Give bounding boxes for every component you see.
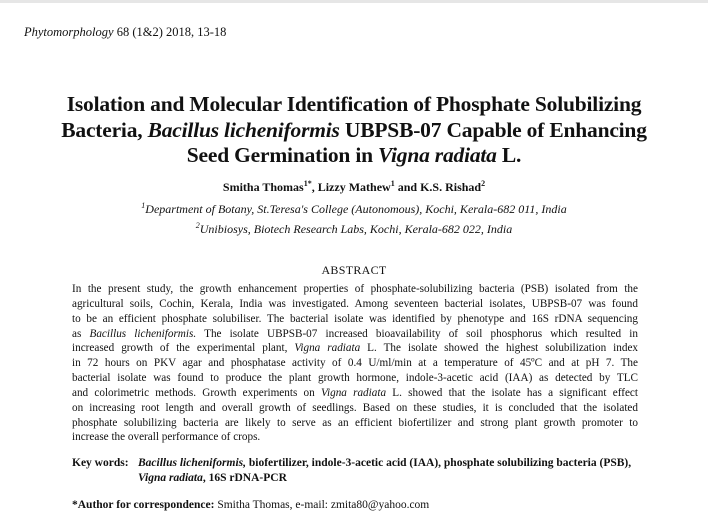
author-name: K.S. Rishad [420, 180, 482, 194]
abstract-body [72, 282, 638, 445]
abstract-line [72, 297, 638, 312]
abstract-text: In the present study, the growth enhancement properties of phosphate-solubilizing bacteria (PSB) isolated from the [72, 283, 638, 295]
abstract-line [72, 430, 638, 445]
author-sep: and [394, 180, 421, 194]
abstract-species: Vigna radiata [294, 342, 361, 355]
keyword-species: Bacillus licheniformis, [138, 457, 246, 469]
affiliation-text: Unibiosys, Biotech Research Labs, Kochi, Kerala-682 022, India [199, 222, 513, 236]
abstract-text: in 72 hours on PKV agar and phosphatase activity of 0.4 U/ml/min at a temperature of 45ºC and at pH 7. The [72, 357, 638, 370]
keywords-label: Key words: [72, 457, 129, 469]
abstract-line [72, 416, 638, 431]
abstract-text: as [72, 327, 90, 340]
paper-title [0, 92, 708, 169]
correspondence-text: Smitha Thomas, e-mail: zmita80@yahoo.com [214, 499, 430, 511]
abstract-text: and colorimetric methods. Growth experiments on [72, 386, 321, 399]
journal-volume: 68 (1&2) 2018, 13-18 [113, 25, 227, 39]
abstract-species: Vigna radiata [320, 386, 387, 399]
title-text: Bacteria, [61, 117, 148, 142]
affiliation-text: Department of Botany, St.Teresa's College (Autonomous), Kochi, Kerala-682 011, India [145, 202, 567, 216]
title-text: L. [496, 143, 522, 167]
abstract-line [72, 312, 638, 327]
abstract-line [72, 327, 638, 342]
author [223, 180, 318, 194]
abstract-text: phosphate solubilizing bacteria are likely to serve as an efficient biofertilizer and strong plant growth promoter to [72, 416, 638, 429]
abstract-line [72, 341, 638, 356]
author-list [0, 180, 708, 195]
abstract-text: The isolate UBPSB-07 increased bioavailability of soil phosphorus which resulted in [196, 327, 638, 340]
affiliation [0, 222, 708, 237]
keywords-line [138, 472, 287, 484]
abstract-text: L. showed that the isolate has a significant effect [386, 386, 638, 399]
author-name: Smitha Thomas [222, 180, 304, 194]
journal-name: Phytomorphology [24, 25, 114, 39]
abstract-heading: ABSTRACT [321, 263, 387, 277]
author [318, 180, 420, 194]
abstract-line [72, 401, 638, 416]
keywords-line [138, 457, 631, 469]
abstract-text: increased growth of the experimental plant, [72, 342, 295, 355]
author-sup: 1* [303, 179, 312, 188]
author-sup: 2 [481, 179, 486, 188]
affiliation-sup: 1 [141, 201, 146, 210]
title-line: Isolation and Molecular Identification of Phosphate Solubilizing [66, 92, 642, 116]
affiliation [0, 202, 708, 217]
top-border [0, 0, 708, 3]
title-species: Vigna radiata [378, 143, 497, 167]
title-species: Bacillus licheniformis [147, 117, 340, 142]
author-name: Lizzy Mathew [317, 180, 391, 194]
keyword-text: , 16S rDNA-PCR [202, 472, 287, 484]
abstract-line [72, 386, 638, 401]
author-sup: 1 [390, 179, 395, 188]
abstract-text: increase the overall performance of crops. [72, 431, 261, 444]
title-line [0, 118, 708, 144]
author [420, 180, 485, 194]
correspondence [72, 499, 429, 511]
title-text: Seed Germination in [186, 143, 379, 167]
abstract-text: bacterial isolate was found to produce the plant growth hormone, indole-3-acetic acid (IAA) as detected by TLC [72, 372, 638, 385]
abstract-species: Bacillus licheniformis. [89, 327, 197, 340]
abstract-text: on increasing root length and overall growth of seedlings. Based on these studies, it is concluded that the isolated [72, 401, 638, 414]
author-sep: , [311, 180, 318, 194]
affiliation-sup: 2 [195, 221, 200, 230]
abstract-text: agricultural soils, Cochin, Kerala, India was investigated. Among seventeen bacterial isolates, UBPSB-07 was found [72, 297, 638, 310]
abstract-text: L. The isolate showed the highest solubilization index [360, 342, 639, 355]
abstract-line [72, 282, 638, 297]
abstract-line [72, 356, 638, 371]
abstract-line [72, 371, 638, 386]
keyword-species: Vigna radiata [138, 472, 203, 484]
journal-citation [24, 25, 226, 40]
abstract-text: to be an efficient phosphate solubiliser. The bacterial isolate was identified by phenotype and 16S rDNA sequencing [72, 312, 638, 325]
title-text: UBPSB-07 Capable of Enhancing [339, 117, 647, 142]
correspondence-label: *Author for correspondence: [72, 499, 215, 511]
keyword-text: biofertilizer, indole-3-acetic acid (IAA), phosphate solubilizing bacteria (PSB), [246, 457, 632, 469]
title-line [0, 143, 708, 169]
